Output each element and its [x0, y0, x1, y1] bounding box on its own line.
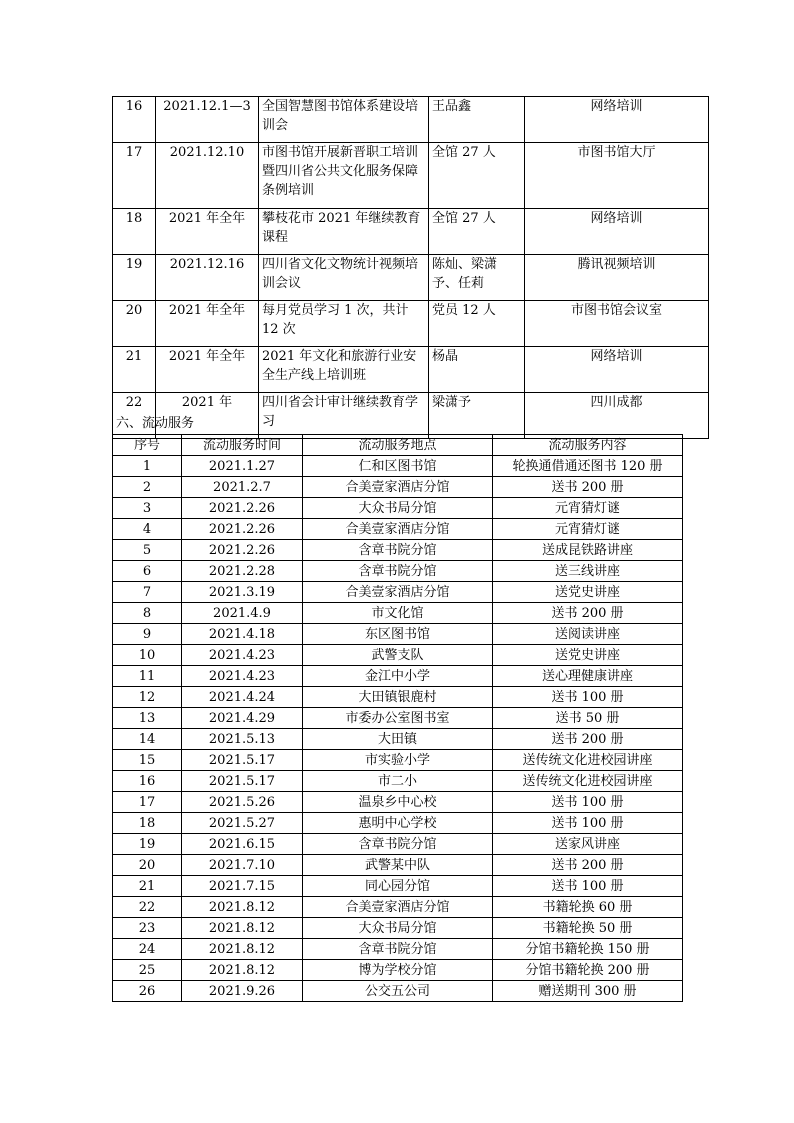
cell-content: 送书 100 册 — [493, 792, 683, 813]
cell-no: 18 — [113, 209, 156, 255]
cell-content: 元宵猜灯谜 — [493, 498, 683, 519]
table-row — [113, 771, 683, 792]
cell-place: 博为学校分馆 — [303, 960, 493, 981]
cell-place: 同心园分馆 — [303, 876, 493, 897]
cell-content: 送成昆铁路讲座 — [493, 540, 683, 561]
cell-no: 17 — [113, 143, 156, 209]
table-row — [113, 603, 683, 624]
cell-no: 24 — [113, 939, 182, 960]
cell-date: 2021 年 — [156, 393, 259, 439]
mobile-service-table — [112, 434, 683, 1002]
cell-date: 2021 年全年 — [156, 209, 259, 255]
cell-place: 合美壹家酒店分馆 — [303, 519, 493, 540]
cell-no: 21 — [113, 876, 182, 897]
cell-time: 2021.6.15 — [182, 834, 303, 855]
table-row — [113, 301, 709, 347]
table-row — [113, 834, 683, 855]
table-row — [113, 477, 683, 498]
section-title: 六、流动服务 — [116, 416, 195, 431]
cell-content: 送书 200 册 — [493, 477, 683, 498]
cell-no: 20 — [113, 855, 182, 876]
cell-people: 党员 12 人 — [429, 301, 525, 347]
cell-no: 16 — [113, 771, 182, 792]
cell-content: 市图书馆开展新晋职工培训暨四川省公共文化服务保障条例培训 — [259, 143, 429, 209]
cell-time: 2021.1.27 — [182, 456, 303, 477]
cell-content: 元宵猜灯谜 — [493, 519, 683, 540]
cell-place: 含章书院分馆 — [303, 561, 493, 582]
cell-content: 送三线讲座 — [493, 561, 683, 582]
cell-place: 含章书院分馆 — [303, 939, 493, 960]
cell-form: 市图书馆会议室 — [525, 301, 709, 347]
cell-place: 仁和区图书馆 — [303, 456, 493, 477]
cell-no: 4 — [113, 519, 182, 540]
table-row — [113, 519, 683, 540]
cell-date: 2021.12.1—3 — [156, 97, 259, 143]
cell-no: 17 — [113, 792, 182, 813]
cell-time: 2021.4.18 — [182, 624, 303, 645]
cell-time: 2021.5.17 — [182, 771, 303, 792]
cell-no: 9 — [113, 624, 182, 645]
mobile-service-header-row — [113, 435, 683, 456]
table-row — [113, 347, 709, 393]
table-row — [113, 813, 683, 834]
cell-place: 温泉乡中心校 — [303, 792, 493, 813]
cell-form: 市图书馆大厅 — [525, 143, 709, 209]
cell-time: 2021.5.13 — [182, 729, 303, 750]
cell-place: 市二小 — [303, 771, 493, 792]
cell-content: 四川省文化文物统计视频培训会议 — [259, 255, 429, 301]
cell-no: 21 — [113, 347, 156, 393]
cell-no: 1 — [113, 456, 182, 477]
cell-form: 网络培训 — [525, 347, 709, 393]
cell-no: 5 — [113, 540, 182, 561]
table-row — [113, 582, 683, 603]
cell-content: 送阅读讲座 — [493, 624, 683, 645]
cell-date: 2021 年全年 — [156, 301, 259, 347]
table-row — [113, 393, 709, 439]
table-row — [113, 981, 683, 1002]
cell-place: 东区图书馆 — [303, 624, 493, 645]
cell-content: 赠送期刊 300 册 — [493, 981, 683, 1002]
cell-content: 攀枝花市 2021 年继续教育课程 — [259, 209, 429, 255]
training-table — [112, 96, 709, 439]
cell-time: 2021.7.10 — [182, 855, 303, 876]
cell-time: 2021.4.24 — [182, 687, 303, 708]
cell-time: 2021.2.7 — [182, 477, 303, 498]
cell-content: 2021 年文化和旅游行业安全生产线上培训班 — [259, 347, 429, 393]
cell-no: 6 — [113, 561, 182, 582]
cell-content: 全国智慧图书馆体系建设培训会 — [259, 97, 429, 143]
cell-place: 市实验小学 — [303, 750, 493, 771]
cell-form: 网络培训 — [525, 209, 709, 255]
cell-content: 四川省会计审计继续教育学习 — [259, 393, 429, 439]
cell-time: 2021.5.17 — [182, 750, 303, 771]
cell-no: 22 — [113, 897, 182, 918]
cell-time: 2021.5.27 — [182, 813, 303, 834]
cell-content: 送书 100 册 — [493, 687, 683, 708]
table-row — [113, 855, 683, 876]
cell-time: 2021.2.26 — [182, 519, 303, 540]
cell-content: 送书 50 册 — [493, 708, 683, 729]
cell-no: 15 — [113, 750, 182, 771]
cell-time: 2021.2.28 — [182, 561, 303, 582]
cell-content: 轮换通借通还图书 120 册 — [493, 456, 683, 477]
table-row — [113, 143, 709, 209]
cell-no: 16 — [113, 97, 156, 143]
cell-no: 25 — [113, 960, 182, 981]
cell-place: 大田镇 — [303, 729, 493, 750]
cell-content: 书籍轮换 50 册 — [493, 918, 683, 939]
table-row — [113, 750, 683, 771]
cell-content: 送书 200 册 — [493, 855, 683, 876]
cell-content: 分馆书籍轮换 200 册 — [493, 960, 683, 981]
cell-people: 王品鑫 — [429, 97, 525, 143]
cell-no: 18 — [113, 813, 182, 834]
cell-place: 金江中小学 — [303, 666, 493, 687]
cell-time: 2021.8.12 — [182, 939, 303, 960]
cell-no: 11 — [113, 666, 182, 687]
cell-no: 3 — [113, 498, 182, 519]
table-row — [113, 209, 709, 255]
cell-content: 送书 100 册 — [493, 813, 683, 834]
table-row — [113, 687, 683, 708]
cell-content: 送书 200 册 — [493, 603, 683, 624]
cell-people: 梁潇予 — [429, 393, 525, 439]
cell-people: 全馆 27 人 — [429, 209, 525, 255]
cell-no: 2 — [113, 477, 182, 498]
cell-time: 2021.4.23 — [182, 666, 303, 687]
cell-form: 腾讯视频培训 — [525, 255, 709, 301]
cell-time: 2021.2.26 — [182, 540, 303, 561]
cell-content: 分馆书籍轮换 150 册 — [493, 939, 683, 960]
cell-content: 每月党员学习 1 次，共计 12 次 — [259, 301, 429, 347]
cell-place: 合美壹家酒店分馆 — [303, 897, 493, 918]
cell-place: 市委办公室图书室 — [303, 708, 493, 729]
table-row — [113, 939, 683, 960]
cell-content: 送书 100 册 — [493, 876, 683, 897]
cell-place: 大众书局分馆 — [303, 918, 493, 939]
cell-place: 含章书院分馆 — [303, 540, 493, 561]
cell-place: 合美壹家酒店分馆 — [303, 582, 493, 603]
header-place: 流动服务地点 — [303, 435, 493, 456]
cell-no: 22 — [113, 393, 156, 439]
table-row — [113, 561, 683, 582]
cell-date: 2021.12.10 — [156, 143, 259, 209]
cell-form: 网络培训 — [525, 97, 709, 143]
table-row — [113, 960, 683, 981]
cell-time: 2021.2.26 — [182, 498, 303, 519]
cell-no: 13 — [113, 708, 182, 729]
cell-date: 2021.12.16 — [156, 255, 259, 301]
cell-time: 2021.4.23 — [182, 645, 303, 666]
cell-people: 陈灿、梁潇予、任莉 — [429, 255, 525, 301]
cell-no: 8 — [113, 603, 182, 624]
table-row — [113, 792, 683, 813]
cell-time: 2021.4.9 — [182, 603, 303, 624]
table-row — [113, 666, 683, 687]
header-time: 流动服务时间 — [182, 435, 303, 456]
cell-content: 送传统文化进校园讲座 — [493, 771, 683, 792]
table-row — [113, 456, 683, 477]
table-row — [113, 708, 683, 729]
table-row — [113, 97, 709, 143]
cell-place: 市文化馆 — [303, 603, 493, 624]
cell-no: 10 — [113, 645, 182, 666]
cell-time: 2021.3.19 — [182, 582, 303, 603]
cell-place: 公交五公司 — [303, 981, 493, 1002]
header-content: 流动服务内容 — [493, 435, 683, 456]
cell-time: 2021.9.26 — [182, 981, 303, 1002]
table-row — [113, 498, 683, 519]
cell-no: 26 — [113, 981, 182, 1002]
cell-time: 2021.8.12 — [182, 897, 303, 918]
cell-place: 合美壹家酒店分馆 — [303, 477, 493, 498]
cell-time: 2021.8.12 — [182, 918, 303, 939]
cell-time: 2021.8.12 — [182, 960, 303, 981]
cell-time: 2021.4.29 — [182, 708, 303, 729]
cell-content: 送家风讲座 — [493, 834, 683, 855]
cell-place: 惠明中心学校 — [303, 813, 493, 834]
cell-no: 20 — [113, 301, 156, 347]
cell-content: 送党史讲座 — [493, 582, 683, 603]
table-row — [113, 897, 683, 918]
cell-content: 送书 200 册 — [493, 729, 683, 750]
cell-time: 2021.7.15 — [182, 876, 303, 897]
header-no: 序号 — [113, 435, 182, 456]
cell-place: 大众书局分馆 — [303, 498, 493, 519]
cell-place: 大田镇银鹿村 — [303, 687, 493, 708]
cell-date: 2021 年全年 — [156, 347, 259, 393]
cell-place: 武警支队 — [303, 645, 493, 666]
mobile-service-table-body — [113, 456, 683, 1002]
cell-content: 送心理健康讲座 — [493, 666, 683, 687]
cell-no: 23 — [113, 918, 182, 939]
cell-no: 14 — [113, 729, 182, 750]
cell-time: 2021.5.26 — [182, 792, 303, 813]
table-row — [113, 729, 683, 750]
cell-no: 19 — [113, 834, 182, 855]
cell-people: 杨晶 — [429, 347, 525, 393]
cell-content: 书籍轮换 60 册 — [493, 897, 683, 918]
table-row — [113, 876, 683, 897]
table-row — [113, 624, 683, 645]
cell-no: 19 — [113, 255, 156, 301]
table-row — [113, 540, 683, 561]
table-row — [113, 918, 683, 939]
cell-content: 送党史讲座 — [493, 645, 683, 666]
cell-content: 送传统文化进校园讲座 — [493, 750, 683, 771]
cell-form: 四川成都 — [525, 393, 709, 439]
table-row — [113, 255, 709, 301]
cell-no: 7 — [113, 582, 182, 603]
cell-place: 含章书院分馆 — [303, 834, 493, 855]
training-table-body — [113, 97, 709, 439]
cell-place: 武警某中队 — [303, 855, 493, 876]
table-row — [113, 645, 683, 666]
cell-no: 12 — [113, 687, 182, 708]
cell-people: 全馆 27 人 — [429, 143, 525, 209]
